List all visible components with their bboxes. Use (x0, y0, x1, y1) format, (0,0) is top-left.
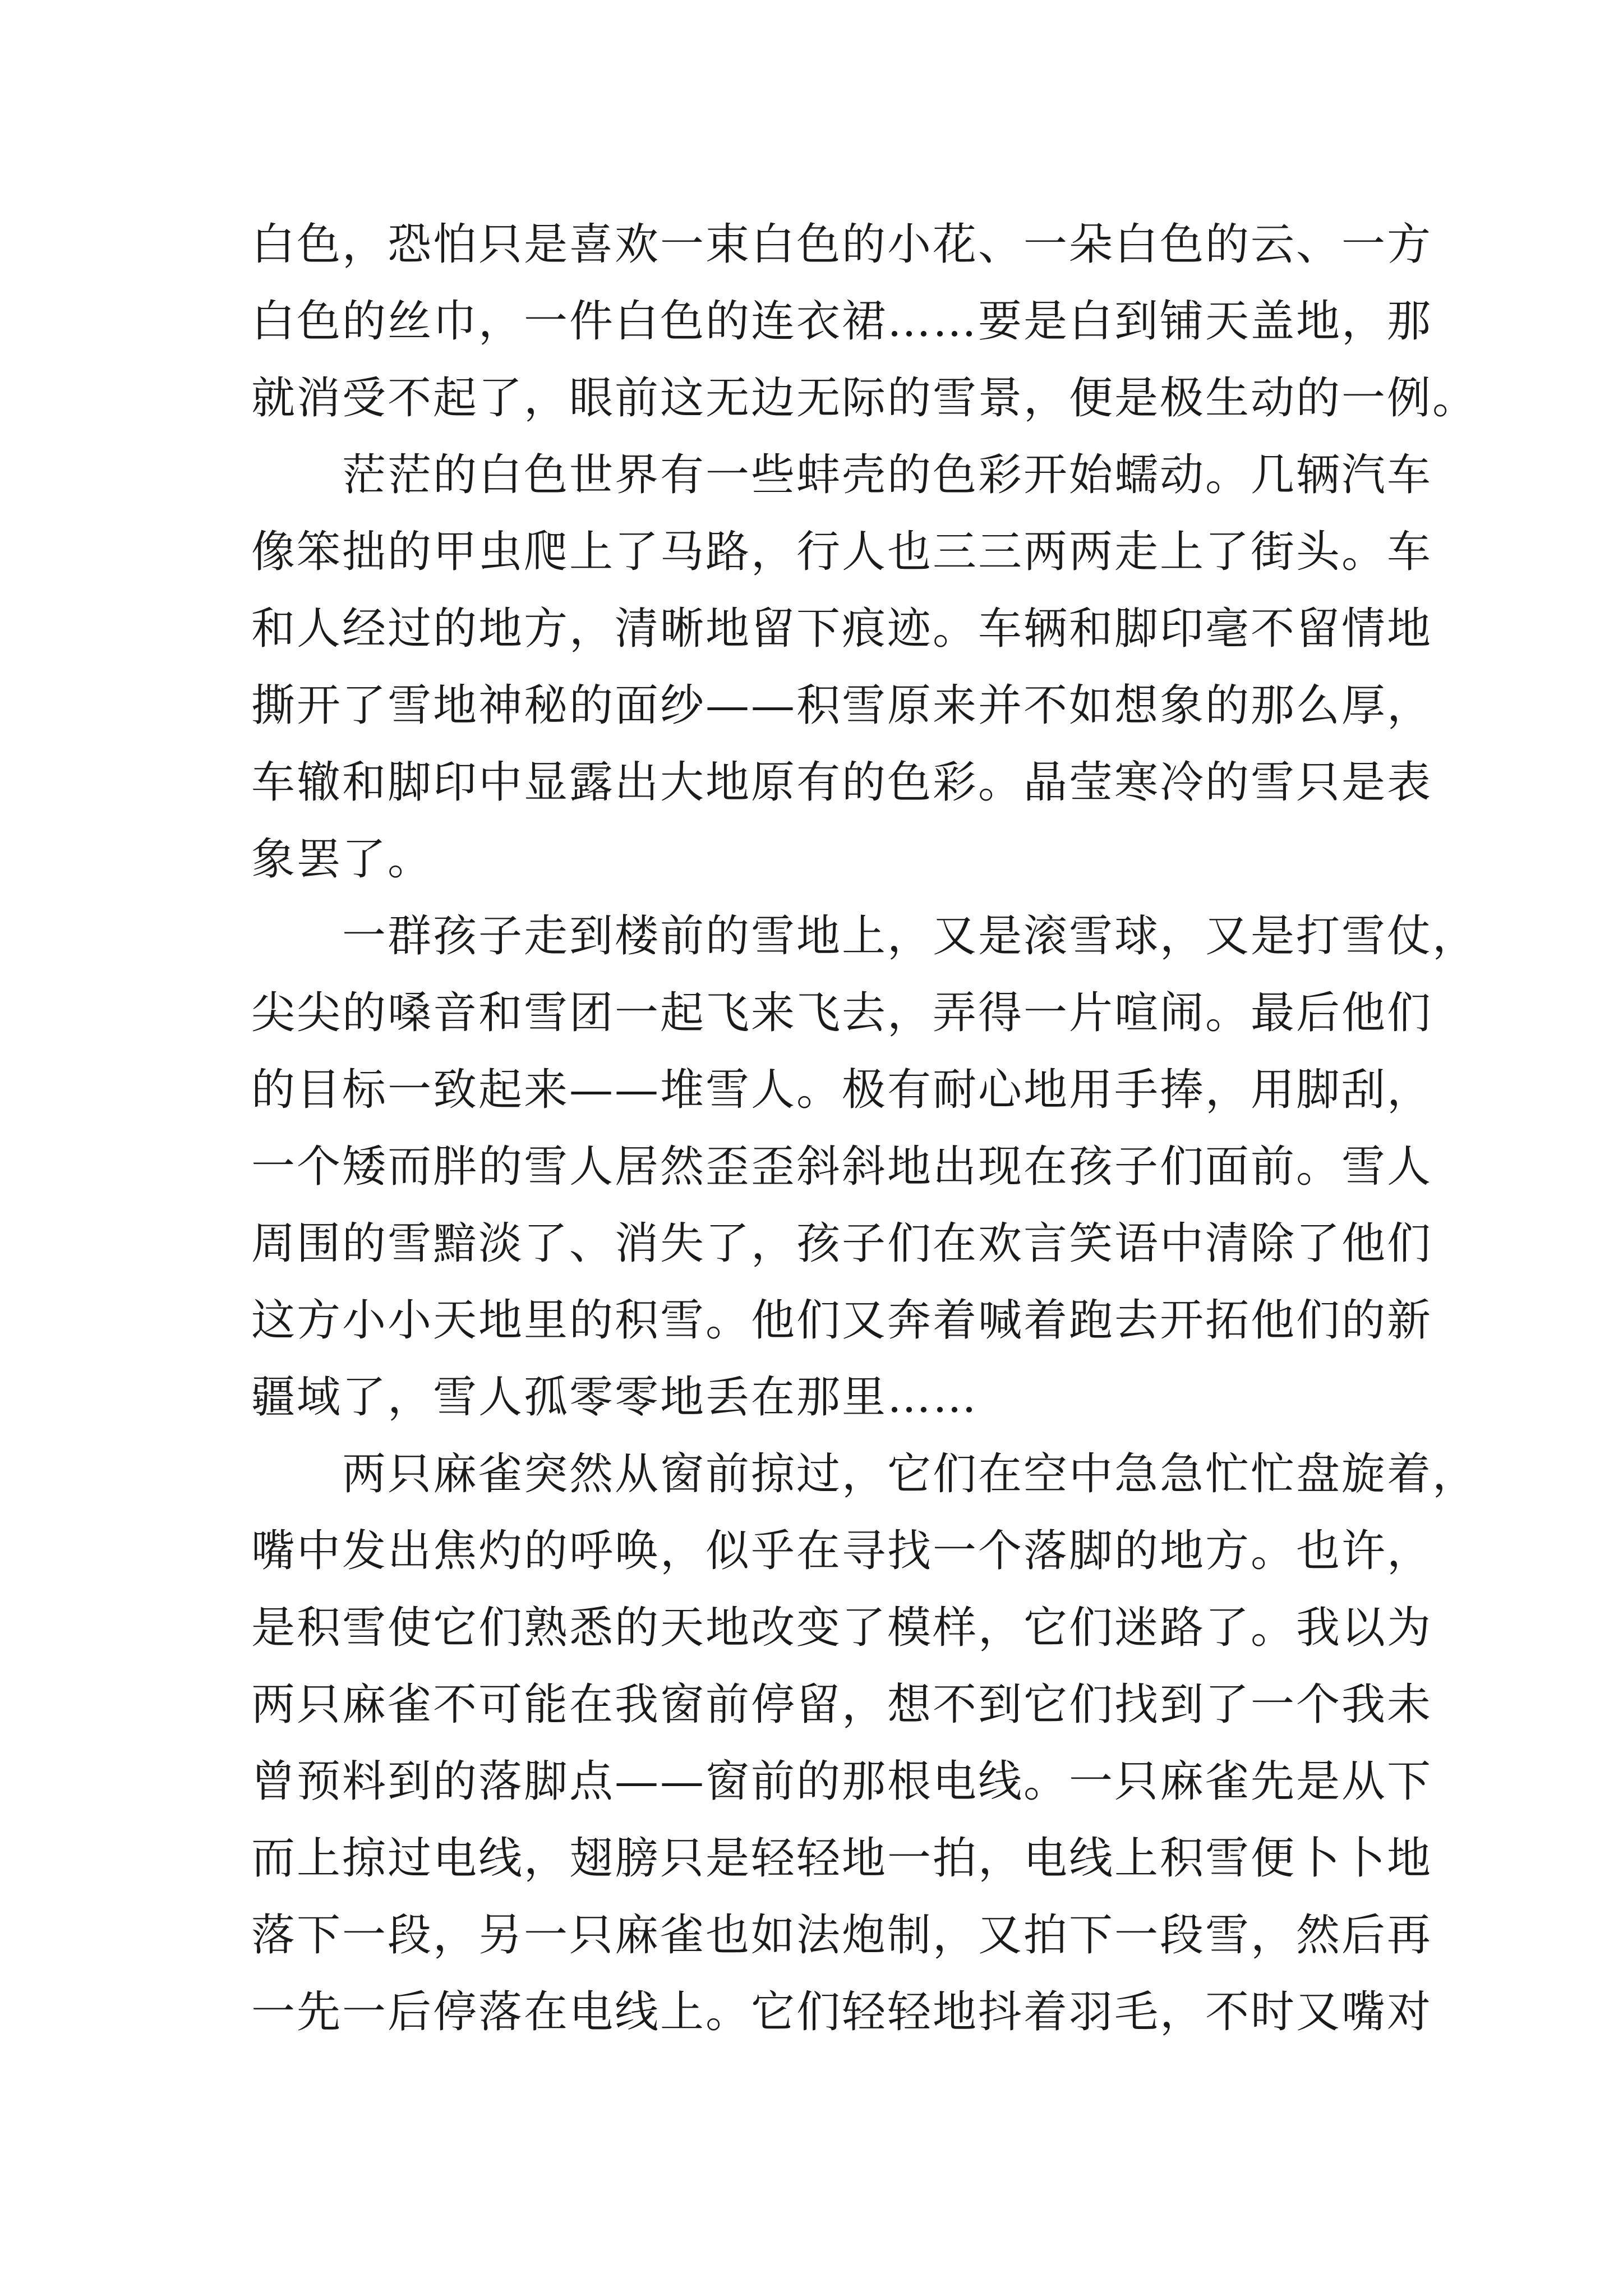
paragraph-start-line: 茫茫的白色世界有一些蚌壳的色彩开始蠕动。几辆汽车 (342, 450, 1433, 500)
paragraph-start-line: 一群孩子走到楼前的雪地上，又是滚雪球，又是打雪仗， (342, 911, 1478, 961)
text-line: 这方小小天地里的积雪。他们又奔着喊着跑去开拓他们的新 (251, 1295, 1433, 1346)
text-line: 白色的丝巾，一件白色的连衣裙……要是白到铺天盖地，那 (251, 296, 1433, 347)
text-line: 周围的雪黯淡了、消失了，孩子们在欢言笑语中清除了他们 (251, 1218, 1433, 1269)
text-line: 和人经过的地方，清晰地留下痕迹。车辆和脚印毫不留情地 (251, 604, 1433, 654)
text-line: 白色，恐怕只是喜欢一束白色的小花、一朵白色的云、一方 (251, 219, 1433, 270)
body-text (251, 206, 1478, 2051)
text-line: 就消受不起了，眼前这无边无际的雪景，便是极生动的一例。 (251, 373, 1478, 424)
text-line: 像笨拙的甲虫爬上了马路，行人也三三两两走上了街头。车 (251, 527, 1433, 577)
paragraph-start-line: 两只麻雀突然从窗前掠过，它们在空中急急忙忙盘旋着， (342, 1449, 1478, 1499)
text-line: 的目标一致起来——堆雪人。极有耐心地用手捧，用脚刮， (251, 1065, 1433, 1115)
text-line: 是积雪使它们熟悉的天地改变了模样，它们迷路了。我以为 (251, 1603, 1433, 1653)
text-line: 尖尖的嗓音和雪团一起飞来飞去，弄得一片喧闹。最后他们 (251, 988, 1433, 1038)
text-line: 一先一后停落在电线上。它们轻轻地抖着羽毛，不时又嘴对 (251, 1987, 1433, 2037)
text-line: 车辙和脚印中显露出大地原有的色彩。晶莹寒冷的雪只是表 (251, 757, 1433, 808)
text-line: 落下一段，另一只麻雀也如法炮制，又拍下一段雪，然后再 (251, 1910, 1433, 1961)
text-line: 嘴中发出焦灼的呼唤，似乎在寻找一个落脚的地方。也许， (251, 1526, 1433, 1576)
text-line: 两只麻雀不可能在我窗前停留，想不到它们找到了一个我未 (251, 1680, 1433, 1730)
text-line: 一个矮而胖的雪人居然歪歪斜斜地出现在孩子们面前。雪人 (251, 1142, 1433, 1192)
text-line: 疆域了，雪人孤零零地丢在那里…… (251, 1372, 979, 1423)
text-line: 象罢了。 (251, 834, 434, 885)
text-line: 撕开了雪地神秘的面纱——积雪原来并不如想象的那么厚， (251, 680, 1433, 731)
text-line: 曾预料到的落脚点——窗前的那根电线。一只麻雀先是从下 (251, 1756, 1433, 1807)
text-line: 而上掠过电线，翅膀只是轻轻地一拍，电线上积雪便卜卜地 (251, 1833, 1433, 1884)
